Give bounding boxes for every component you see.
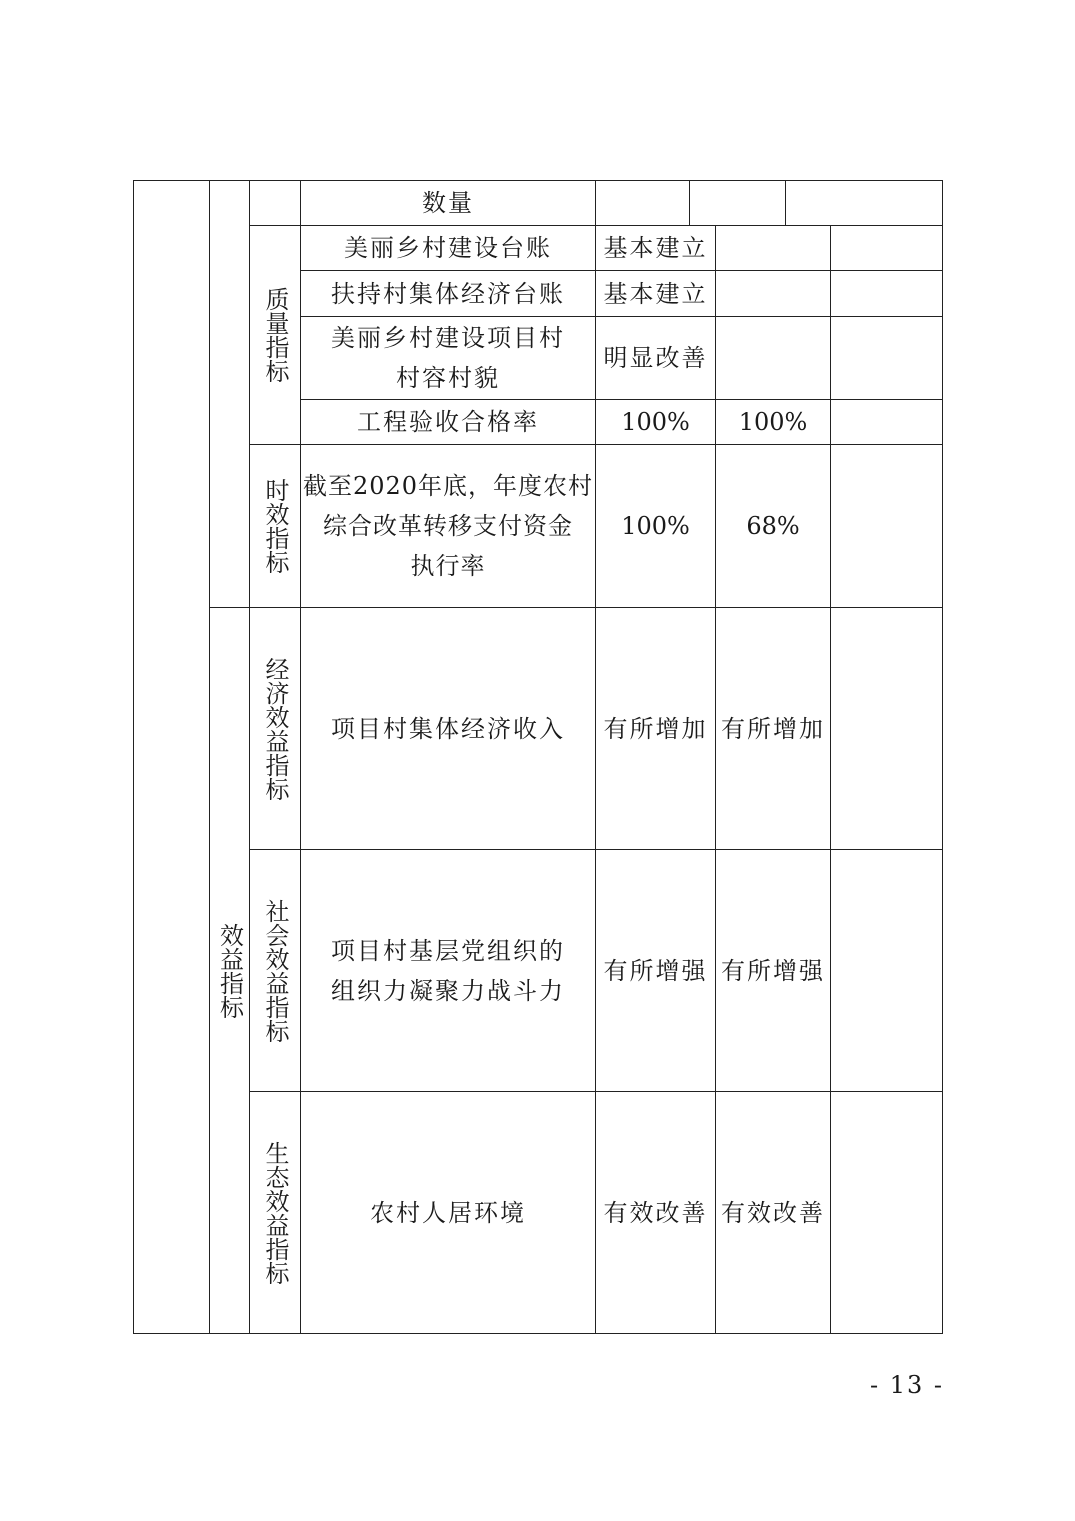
indicator-cell [301, 445, 595, 607]
economic-indicator-text: 经济效益指标 [261, 656, 289, 801]
actual-cell: 有所增强 [721, 956, 825, 985]
ecological-indicator-text: 生态效益指标 [261, 1140, 289, 1285]
social-indicator-label [250, 850, 300, 1091]
indicator-cell: 农村人居环境 [370, 1198, 526, 1227]
column-divider [689, 180, 690, 225]
timeliness-indicator-text: 时效指标 [261, 478, 289, 574]
target-cell: 有效改善 [603, 1198, 708, 1227]
indicator-line: 美丽乡村建设项目村 [331, 324, 565, 352]
actual-cell: 100% [738, 408, 808, 436]
actual-cell: 有所增加 [721, 714, 825, 743]
timeliness-indicator-label [250, 445, 300, 607]
indicator-line: 截至2020年底，年度农村 [302, 472, 594, 500]
target-cell: 明显改善 [603, 344, 708, 372]
indicator-cell: 美丽乡村建设台账 [344, 234, 552, 262]
column-divider [830, 225, 831, 1334]
column-divider [785, 180, 786, 225]
target-cell: 有所增加 [603, 714, 708, 743]
indicator-line: 执行率 [410, 552, 486, 580]
table-border-left [133, 180, 134, 1334]
target-cell: 100% [621, 512, 690, 540]
indicator-cell: 扶持村集体经济台账 [331, 279, 565, 308]
indicator-line: 村容村貌 [396, 364, 500, 392]
indicator-cell [301, 850, 595, 1091]
benefit-category-label [210, 608, 249, 1333]
target-cell: 基本建立 [603, 234, 708, 262]
table-border-bottom [133, 1333, 943, 1334]
benefit-category-text: 效益指标 [215, 922, 244, 1019]
indicator-line: 项目村基层党组织的 [331, 936, 565, 965]
quality-indicator-text: 质量指标 [261, 287, 289, 383]
actual-cell [716, 317, 830, 399]
ecological-indicator-label [250, 1092, 300, 1333]
actual-cell: 有效改善 [721, 1198, 825, 1227]
quantity-label: 数量 [422, 189, 474, 217]
actual-cell [716, 226, 830, 270]
indicator-line: 组织力凝聚力战斗力 [331, 976, 565, 1005]
target-cell: 100% [621, 408, 690, 436]
social-indicator-text: 社会效益指标 [261, 898, 289, 1043]
quality-indicator-label [250, 226, 300, 444]
indicator-line: 综合改革转移支付资金 [323, 512, 573, 540]
actual-cell: 68% [746, 512, 800, 540]
page-number: - 13 - [869, 1371, 944, 1399]
actual-cell [716, 271, 830, 316]
target-cell: 基本建立 [603, 279, 708, 308]
indicator-cell: 工程验收合格率 [357, 408, 539, 436]
economic-indicator-label [250, 608, 300, 849]
indicator-cell [301, 317, 595, 399]
indicator-cell: 项目村集体经济收入 [331, 714, 565, 743]
table-border-right [942, 180, 943, 1334]
target-cell: 有所增强 [603, 956, 708, 985]
